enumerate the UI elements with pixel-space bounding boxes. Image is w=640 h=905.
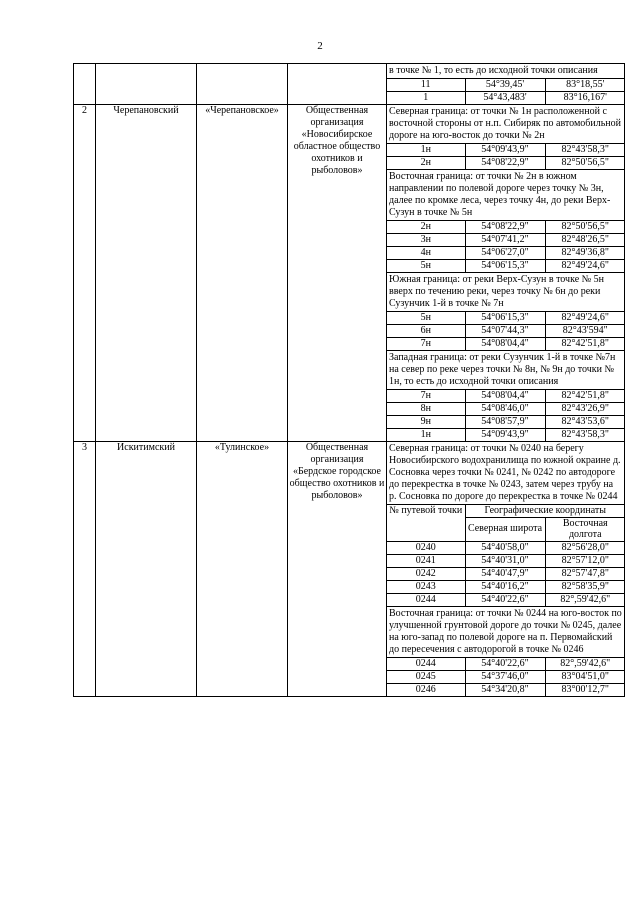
point-id: 0243	[387, 580, 465, 593]
point-id: 1н	[420, 144, 431, 155]
cell-boundary	[387, 105, 625, 442]
district-name: Черепановский	[96, 105, 197, 442]
hunting-ground-name: «Черепановское»	[197, 105, 288, 442]
point-id: 11	[420, 79, 431, 90]
point-longitude: 82°43'58,3"	[545, 144, 625, 157]
table-row	[387, 144, 625, 157]
table-row	[387, 221, 625, 234]
boundary-description: в точке № 1, то есть до исходной точки описания	[389, 65, 598, 76]
boundary-description: Северная граница: от точки № 0240 на берегу Новосибирского водохранилища по южной окраине д. Сосновка через точки № 0241, № 0242 по автодороге до перекрестка в точке № 0243, затем через трубу на р. Сосновка по дороге до перекрестка в точке № 0244	[389, 443, 621, 502]
table-row	[387, 593, 625, 606]
point-longitude: 82°,59'42,6"	[545, 657, 625, 670]
table-row	[387, 338, 625, 351]
header-longitude: Восточная долгота	[545, 517, 625, 541]
point-id: 1	[387, 92, 465, 105]
point-id: 1н	[387, 429, 465, 442]
point-id: 7н	[387, 338, 465, 351]
cell-district	[96, 64, 197, 105]
point-longitude: 82°57'12,0"	[545, 554, 625, 567]
table-row	[387, 541, 625, 554]
coordinates-table	[387, 78, 625, 104]
table-row	[387, 92, 625, 105]
boundary-description: Восточная граница: от точки № 0244 на юго-восток по улучшенной грунтовой дороге до точки № 0245, далее на юго-запад по полевой дороге на п. Первомайский до пересечения с автодорогой в точке № 0246	[387, 606, 624, 657]
point-longitude: 83°04'51,0"	[545, 670, 625, 683]
point-id: 5н	[387, 260, 465, 273]
point-latitude: 54°40'58,0"	[465, 541, 545, 554]
table-row-1-continuation	[74, 64, 625, 105]
table-row	[387, 312, 625, 325]
coordinates-table	[387, 504, 625, 606]
table-row	[387, 657, 625, 670]
point-latitude: 54°40'47,9"	[465, 567, 545, 580]
coordinates-table	[387, 143, 625, 169]
point-id: 0241	[387, 554, 465, 567]
point-latitude: 54°40'31,0"	[465, 554, 545, 567]
point-id: 4н	[387, 247, 465, 260]
point-latitude: 54°40'22,6"	[465, 657, 545, 670]
coordinates-table	[387, 389, 625, 441]
point-longitude: 82°43'594"	[545, 325, 625, 338]
point-latitude: 54°39,45'	[465, 79, 545, 92]
row-number: 3	[74, 442, 96, 697]
organization-name: Общественная организация «Новосибирское областное общество охотников и рыболовов»	[288, 105, 387, 442]
point-longitude: 82°43'53,6"	[545, 416, 625, 429]
point-latitude: 54°34'20,8"	[465, 683, 545, 696]
coordinates-table	[387, 220, 625, 272]
table-row	[387, 234, 625, 247]
coordinates-table	[387, 657, 625, 696]
organization-name: Общественная организация «Бердское городское общество охотников и рыболовов»	[288, 442, 387, 697]
cell-num	[74, 64, 96, 105]
table-row	[387, 670, 625, 683]
district-name: Искитимский	[96, 442, 197, 697]
table-row	[387, 79, 625, 92]
point-latitude: 54°08'22,9"	[465, 157, 545, 170]
point-latitude: 54°40'16,2"	[465, 580, 545, 593]
table-row	[387, 390, 625, 403]
table-row-2	[74, 105, 625, 442]
point-latitude: 54°08'46,0"	[465, 403, 545, 416]
coordinates-header	[387, 505, 625, 518]
point-longitude: 82°49'24,6"	[545, 260, 625, 273]
cell-hunting-ground	[197, 64, 288, 105]
table-row	[387, 247, 625, 260]
boundary-description: Восточная граница: от точки № 2н в южном направлении по полевой дороге через точку № 3н, далее по кромке леса, через точку 4н, до реки Верх-Сузун в точке № 5н	[387, 169, 624, 220]
point-longitude: 82°49'24,6"	[545, 312, 625, 325]
hunting-ground-name: «Тулинское»	[197, 442, 288, 697]
point-longitude: 83°00'12,7"	[545, 683, 625, 696]
cell-boundary	[387, 64, 625, 105]
point-latitude: 54°06'15,3"	[465, 260, 545, 273]
point-latitude: 54°08'57,9"	[465, 416, 545, 429]
boundaries-table	[73, 63, 625, 697]
point-longitude: 82°50'56,5"	[545, 157, 625, 170]
point-id: 0246	[387, 683, 465, 696]
point-id: 0245	[387, 670, 465, 683]
point-id: 0244	[415, 657, 436, 669]
point-id: 2н	[387, 157, 465, 170]
point-id: 3н	[387, 234, 465, 247]
row-number: 2	[74, 105, 96, 442]
point-longitude: 82°49'36,8"	[545, 247, 625, 260]
point-id: 0240	[387, 541, 465, 554]
cell-boundary	[387, 442, 625, 697]
point-longitude: 83°16,167'	[545, 92, 625, 105]
table-row	[387, 416, 625, 429]
header-latitude: Северная широта	[465, 517, 545, 541]
point-latitude: 54°06'15,3"	[465, 312, 545, 325]
point-longitude: 82°50'56,5"	[545, 221, 625, 234]
point-id: 9н	[387, 416, 465, 429]
point-id: 0242	[387, 567, 465, 580]
point-latitude: 54°09'43,9"	[465, 429, 545, 442]
point-id: 7н	[420, 390, 431, 401]
point-latitude: 54°08'04,4"	[465, 338, 545, 351]
point-longitude: 82°58'35,9"	[545, 580, 625, 593]
coordinates-table	[387, 311, 625, 350]
point-latitude: 54°07'44,3"	[465, 325, 545, 338]
point-id: 0244	[387, 593, 465, 606]
point-longitude: 82°42'51,8"	[545, 338, 625, 351]
table-row	[387, 429, 625, 442]
point-latitude: 54°07'41,2"	[465, 234, 545, 247]
point-longitude: 82°56'28,0"	[545, 541, 625, 554]
point-latitude: 54°37'46,0"	[465, 670, 545, 683]
point-id: 2н	[420, 221, 431, 232]
boundary-description: Южная граница: от реки Верх-Сузун в точке № 5н вверх по течению реки, через точку № 6н до реки Сузунчик 1-й в точке № 7н	[387, 272, 624, 311]
table-row-3	[74, 442, 625, 697]
boundary-description: Западная граница: от реки Сузунчик 1-й в точке №7н на север по реке через точки № 8н, № 9н до точки № 1н, то есть до исходной точки описания	[387, 350, 624, 389]
header-geo-coordinates: Географические координаты	[465, 505, 625, 518]
table-row	[387, 567, 625, 580]
point-id: 5н	[420, 312, 431, 323]
point-id: 6н	[387, 325, 465, 338]
table-row	[387, 554, 625, 567]
header-point-number: № путевой точки	[389, 505, 463, 516]
point-longitude: 82°57'47,8"	[545, 567, 625, 580]
point-longitude: 82°43'58,3"	[545, 429, 625, 442]
table-row	[387, 580, 625, 593]
point-latitude: 54°08'22,9"	[465, 221, 545, 234]
table-row	[387, 157, 625, 170]
point-latitude: 54°08'04,4"	[465, 390, 545, 403]
point-longitude: 82°43'26,9"	[545, 403, 625, 416]
table-row	[387, 683, 625, 696]
point-latitude: 54°40'22,6"	[465, 593, 545, 606]
point-longitude: 83°18,55'	[545, 79, 625, 92]
table-row	[387, 403, 625, 416]
boundary-description: Северная граница: от точки № 1н расположенной с восточной стороны от н.п. Сибиряк по автомобильной дороге на юго-восток до точки № 2н	[389, 106, 621, 141]
table-row	[387, 260, 625, 273]
table-row	[387, 325, 625, 338]
cell-organization	[288, 64, 387, 105]
point-longitude: 82°48'26,5"	[545, 234, 625, 247]
point-longitude: 82°,59'42,6"	[545, 593, 625, 606]
page-number: 2	[317, 40, 323, 52]
point-latitude: 54°09'43,9"	[465, 144, 545, 157]
point-latitude: 54°06'27,0"	[465, 247, 545, 260]
point-latitude: 54°43,483'	[465, 92, 545, 105]
point-longitude: 82°42'51,8"	[545, 390, 625, 403]
point-id: 8н	[387, 403, 465, 416]
